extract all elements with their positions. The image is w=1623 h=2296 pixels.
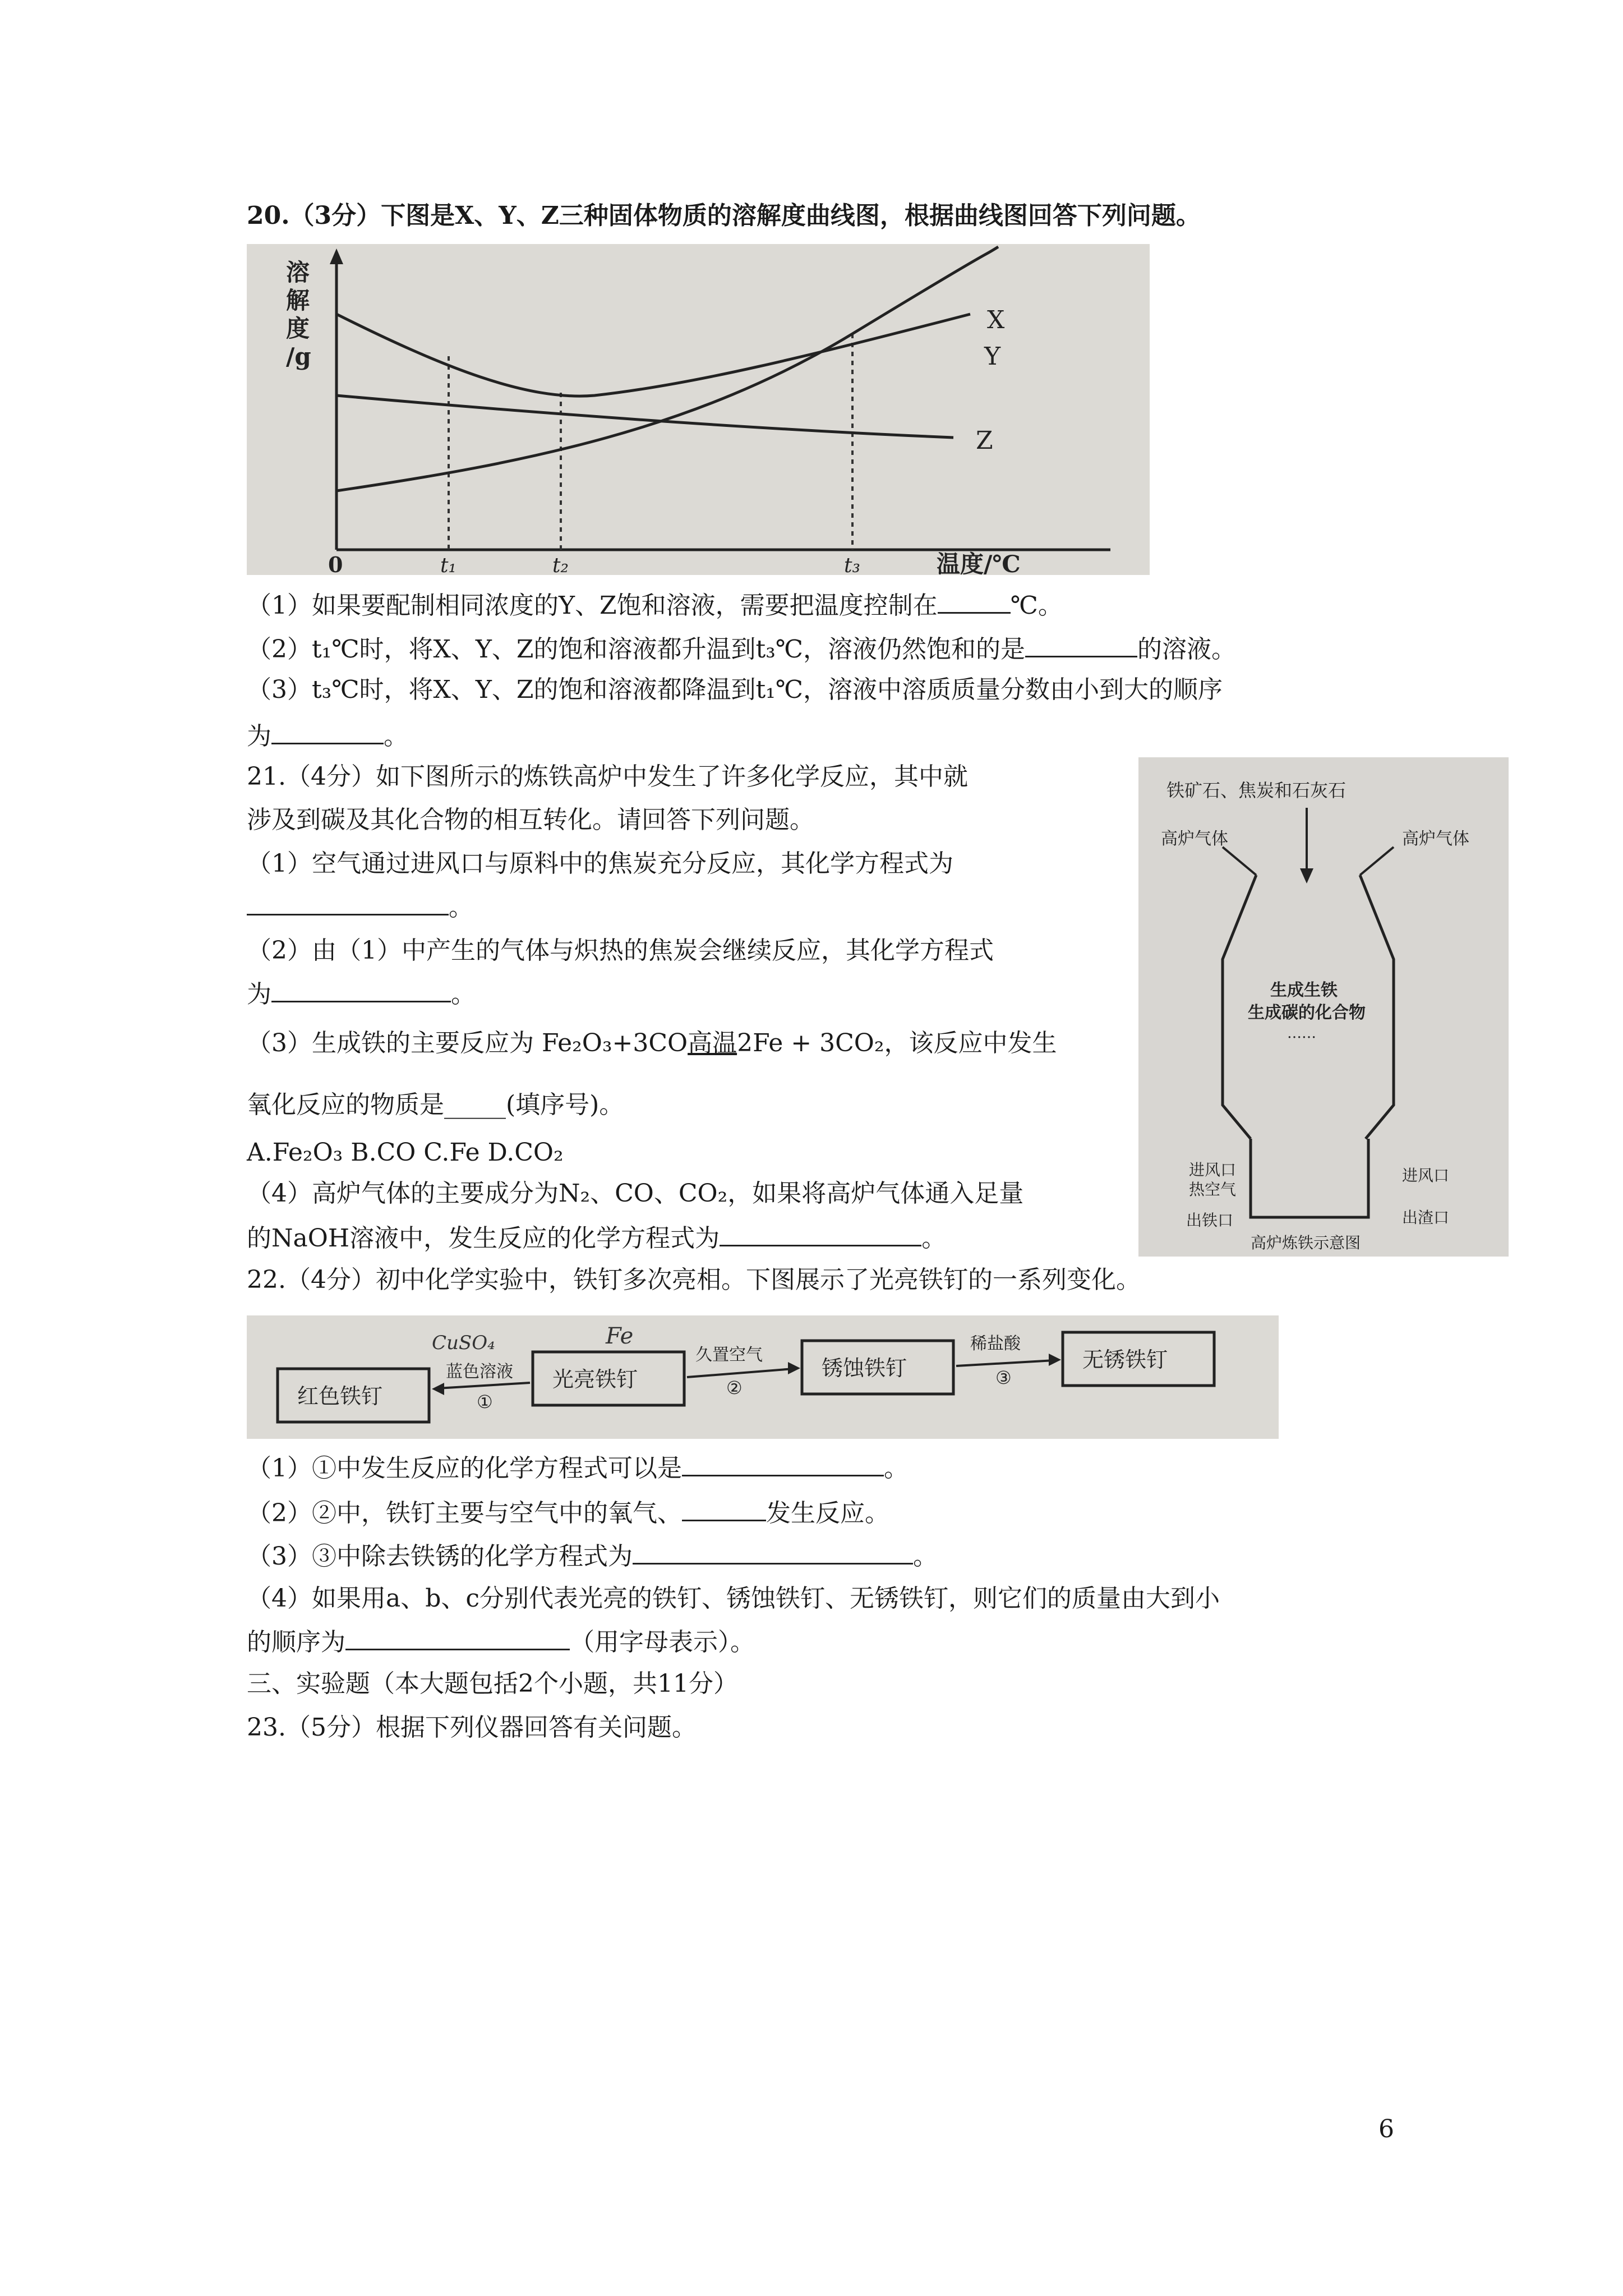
q21-line6-for: 为 (247, 980, 271, 1009)
q20-sub3: （3）t₃℃时，将X、Y、Z的饱和溶液都降温到t₁℃，溶液中溶质质量分数由小到大的顺序 (247, 675, 1223, 704)
ylabel-4: /g (286, 343, 311, 370)
q21-line10 (247, 1220, 946, 1255)
arrow1-number: ① (477, 1391, 493, 1412)
furnace-mid-1: 生成生铁 (1270, 981, 1338, 1000)
iron-nail-flow (247, 1315, 1279, 1439)
slag-outlet: 出渣口 (1402, 1208, 1450, 1227)
q22-title: 22.（4分）初中化学实验中，铁钉多次亮相。下图展示了光亮铁钉的一系列变化。 (247, 1266, 1141, 1294)
handwritten-note-2: Fe (606, 1323, 634, 1349)
q21-line6-end: 。 (451, 980, 476, 1009)
solubility-chart-photo (247, 244, 1150, 575)
arrow2-number: ② (726, 1377, 743, 1398)
q21-line10-end: 。 (921, 1224, 947, 1253)
handwritten-note-1: CuSO₄ (432, 1332, 495, 1354)
q21-line4 (247, 889, 473, 924)
curve-x-label: X (987, 306, 1005, 334)
gas-left-label: 高炉气体 (1161, 829, 1228, 849)
arrow3-number: ③ (995, 1367, 1012, 1388)
blast-furnace-photo (1138, 757, 1509, 1257)
blast-furnace-diagram (1138, 757, 1509, 1257)
q21-line10-text: 的NaOH溶液中，发生反应的化学方程式为 (247, 1224, 720, 1253)
furnace-caption: 高炉炼铁示意图 (1251, 1234, 1361, 1252)
q21-blank2[interactable] (271, 976, 451, 1002)
q22-blank4[interactable] (345, 1624, 570, 1650)
t1-label: t₁ (440, 554, 457, 575)
q22-sub2 (247, 1495, 889, 1530)
q22-sub1-end: 。 (884, 1454, 909, 1483)
q20-sub1 (247, 587, 1063, 623)
q21-line6 (247, 976, 476, 1011)
flow-box-rusted-nail: 锈蚀铁钉 (822, 1356, 907, 1381)
q22-sub4-for: 的顺序为 (247, 1628, 345, 1657)
q20-sub2-end: 的溶液。 (1137, 635, 1237, 664)
q22-sub2-text: （2）②中，铁钉主要与空气中的氧气、 (247, 1499, 682, 1527)
ylabel-3: 度 (286, 315, 310, 342)
iron-nail-flow-photo (247, 1315, 1279, 1439)
q20-blank1[interactable] (938, 587, 1011, 614)
q22-sub3-text: （3）③中除去铁锈的化学方程式为 (247, 1542, 633, 1571)
curve-y (336, 314, 970, 396)
flow-box-bright-nail: 光亮铁钉 (552, 1367, 638, 1392)
q20-sub2 (247, 631, 1236, 666)
q22-blank2[interactable] (682, 1495, 766, 1521)
iron-outlet: 出铁口 (1186, 1211, 1234, 1230)
section3-heading: 三、实验题（本大题包括2个小题，共11分） (247, 1669, 738, 1698)
q23-title: 23.（5分）根据下列仪器回答有关问题。 (247, 1713, 697, 1742)
t2-label: t₂ (552, 554, 569, 575)
q21-blank3[interactable] (720, 1220, 921, 1246)
q22-sub4: （4）如果用a、b、c分别代表光亮的铁钉、锈蚀铁钉、无锈铁钉，则它们的质量由大到小 (247, 1584, 1220, 1613)
q21-blank1[interactable] (247, 889, 449, 915)
ylabel-2: 解 (286, 287, 310, 314)
solubility-chart (247, 244, 1150, 575)
q21-line9: （4）高炉气体的主要成分为N₂、CO、CO₂，如果将高炉气体通入足量 (247, 1179, 1024, 1208)
furnace-mid-2: 生成碳的化合物 (1248, 1003, 1366, 1023)
q21-line5: （2）由（1）中产生的气体与炽热的焦炭会继续反应，其化学方程式 (247, 936, 994, 965)
q22-sub1-text: （1）①中发生反应的化学方程式可以是 (247, 1454, 682, 1483)
inlet-right: 进风口 (1402, 1166, 1450, 1185)
q20-title: 20.（3分）下图是X、Y、Z三种固体物质的溶解度曲线图，根据曲线图回答下列问题。 (247, 201, 1201, 230)
q21-line2: 涉及到碳及其化合物的相互转化。请回答下列问题。 (247, 806, 814, 834)
q20-blank2[interactable] (1025, 631, 1137, 657)
origin-label: 0 (328, 552, 343, 575)
curve-x (336, 247, 998, 491)
reaction-condition: 高温 (688, 1029, 737, 1057)
arrow1-label: 蓝色溶液 (446, 1362, 513, 1382)
xlabel: 温度/℃ (937, 550, 1021, 575)
curve-z (336, 395, 953, 438)
q20-sub2-text: （2）t₁℃时，将X、Y、Z的饱和溶液都升温到t₃℃，溶液仍然饱和的是 (247, 635, 1026, 664)
t3-label: t₃ (844, 554, 860, 575)
q20-sub3-end: 。 (384, 722, 408, 751)
page-number: 6 (1378, 2115, 1394, 2143)
inlet-left-1: 进风口 (1189, 1161, 1237, 1179)
q21-line7 (247, 1027, 1057, 1060)
q21-line4-end: 。 (449, 893, 473, 922)
q21-options: A.Fe₂O₃ B.CO C.Fe D.CO₂ (247, 1138, 564, 1167)
curve-y-label: Y (984, 342, 1001, 371)
inlet-left-2: 热空气 (1189, 1180, 1237, 1199)
q22-blank3[interactable] (633, 1538, 913, 1565)
q21-line1: 21.（4分）如下图所示的炼铁高炉中发生了许多化学反应，其中就 (247, 762, 968, 791)
q21-line8: 氧化反应的物质是_____(填序号)。 (247, 1091, 624, 1119)
q20-sub1-text: （1）如果要配制相同浓度的Y、Z饱和溶液，需要把温度控制在 (247, 591, 938, 620)
q22-sub1 (247, 1450, 909, 1485)
arrow3-label: 稀盐酸 (970, 1334, 1021, 1354)
q22-sub3-end: 。 (913, 1542, 938, 1571)
flow-box-rustfree-nail: 无锈铁钉 (1082, 1347, 1168, 1372)
q21-line7-end: 2Fe + 3CO₂，该反应中发生 (737, 1029, 1057, 1057)
q20-sub3-for: 为 (247, 722, 271, 751)
furnace-mid-3: …… (1287, 1025, 1316, 1042)
q22-sub2-end: 发生反应。 (766, 1499, 889, 1527)
q22-blank1[interactable] (682, 1450, 884, 1476)
flow-box-red-nail: 红色铁钉 (297, 1384, 383, 1409)
q22-sub3 (247, 1538, 938, 1573)
furnace-top-label: 铁矿石、焦炭和石灰石 (1166, 780, 1347, 801)
q22-sub4-cont (247, 1624, 755, 1659)
q21-line3: （1）空气通过进风口与原料中的焦炭充分反应，其化学方程式为 (247, 849, 953, 878)
q22-sub4-end: （用字母表示）。 (570, 1628, 755, 1657)
q20-blank3[interactable] (271, 718, 384, 744)
gas-right-label: 高炉气体 (1402, 829, 1469, 849)
curve-z-label: Z (976, 426, 993, 455)
ylabel-1: 溶 (286, 259, 310, 286)
q21-line7-text: （3）生成铁的主要反应为 Fe₂O₃+3CO (247, 1029, 688, 1057)
q20-sub1-end: ℃。 (1010, 591, 1063, 620)
arrow2-label: 久置空气 (695, 1345, 763, 1365)
q20-sub3-cont (247, 718, 408, 753)
